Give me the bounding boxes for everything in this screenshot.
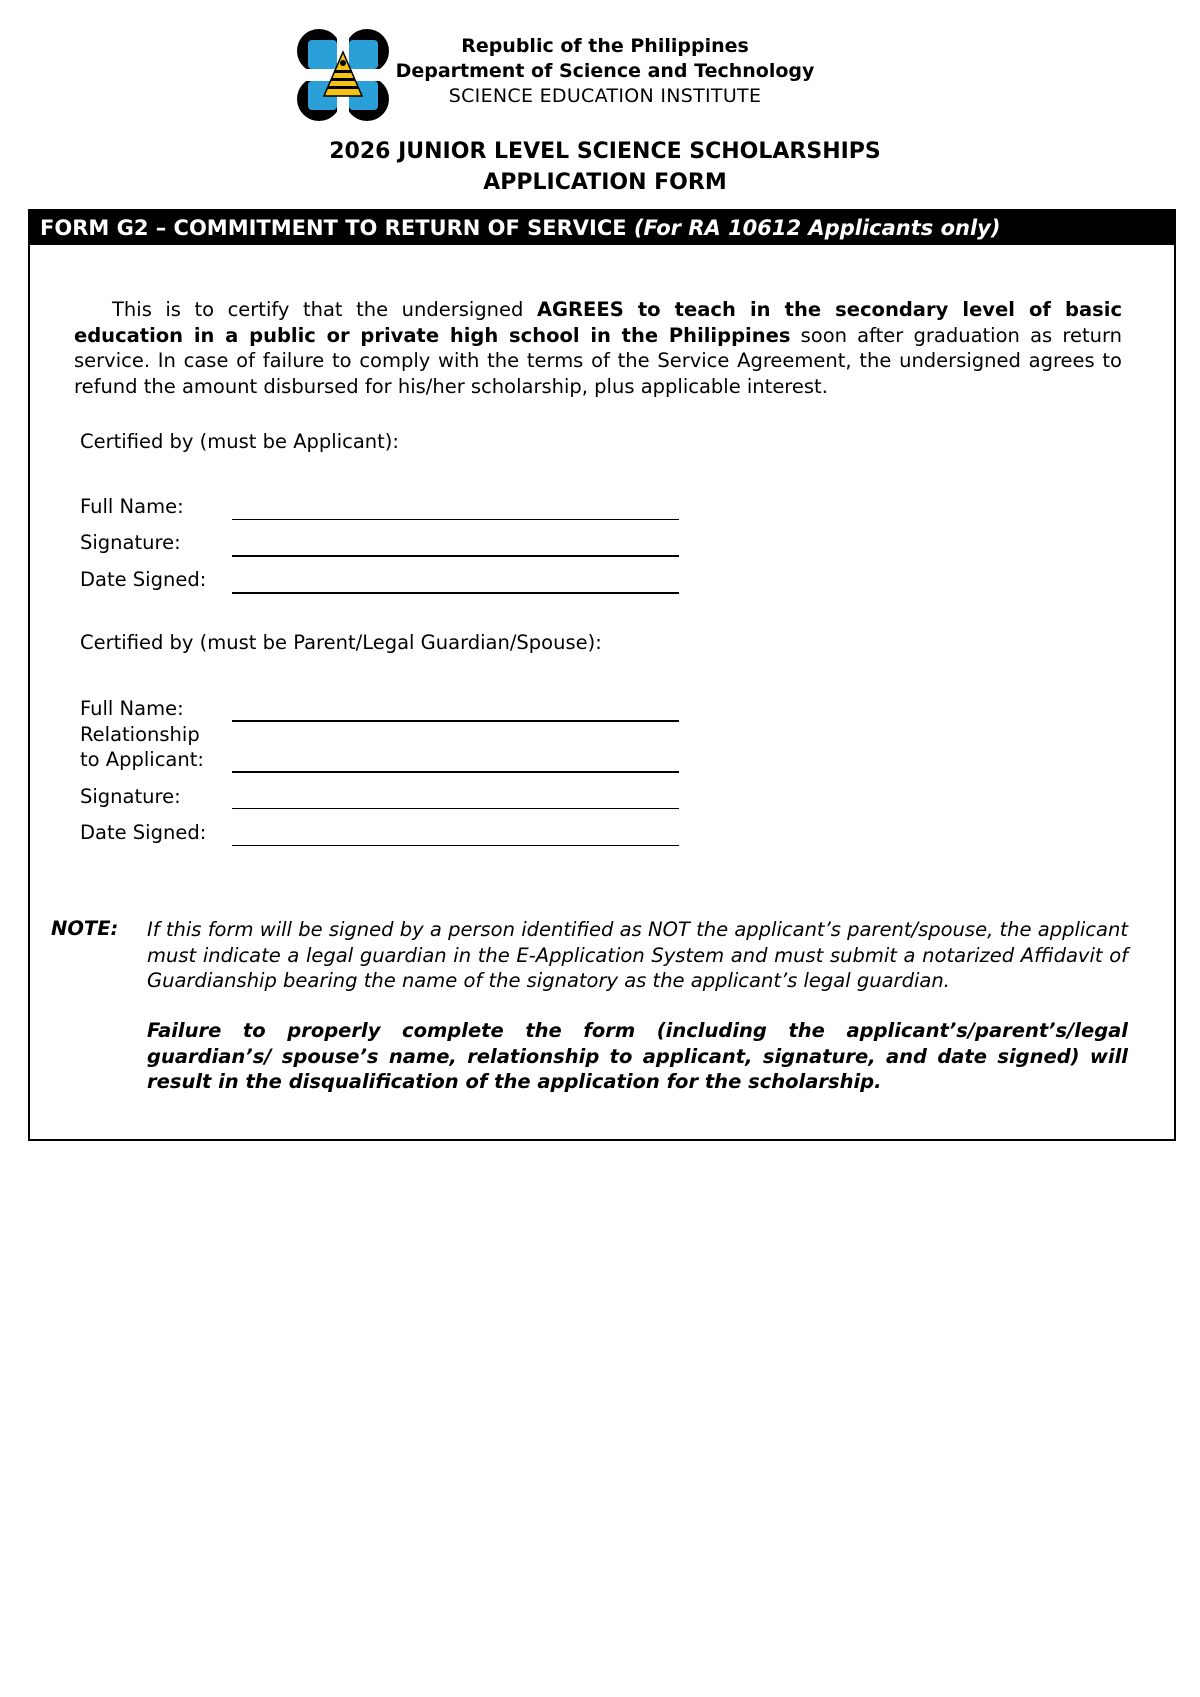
- institute-name: SCIENCE EDUCATION INSTITUTE: [448, 85, 762, 107]
- certification-paragraph: [74, 297, 1122, 399]
- certification-intro: This is to certify that the undersigned: [112, 298, 537, 321]
- guardian-full-name-label: Full Name:: [80, 697, 184, 720]
- guardianship-note: If this form will be signed by a person identified as NOT the applicant’s parent/spouse, the applicant must indicate a legal guardian in the E-Application System and must submit a notarized Affidavit of Guardianship bearing the name of the signatory as the applicant’s legal guardian.: [147, 918, 1128, 992]
- form-heading-bar: [30, 211, 1174, 245]
- guardian-signature-label: Signature:: [80, 785, 181, 808]
- title-line-2: APPLICATION FORM: [483, 170, 727, 195]
- form-code: FORM G2 – COMMITMENT TO RETURN OF SERVICE: [40, 216, 634, 240]
- certification-terms: soon after graduation as return service. In case of failure to comply with the terms of the Service Agreement, the undersigned agrees to refund the amount disbursed for his/her scholarship, plus applicable interest.: [74, 323, 1122, 398]
- applicant-date-signed-field[interactable]: [232, 592, 679, 594]
- form-applicability-note: (For RA 10612 Applicants only): [633, 216, 1001, 240]
- document-title: [0, 136, 1200, 198]
- applicant-section-heading: Certified by (must be Applicant):: [80, 430, 399, 453]
- applicant-full-name-label: Full Name:: [80, 495, 184, 518]
- applicant-signature-label: Signature:: [80, 531, 181, 554]
- sei-seal-logo-icon: [296, 28, 390, 122]
- note-label: NOTE:: [51, 917, 119, 940]
- title-line-1: 2026 JUNIOR LEVEL SCIENCE SCHOLARSHIPS: [329, 139, 881, 164]
- applicant-full-name-field[interactable]: [232, 519, 679, 520]
- guardian-date-signed-field[interactable]: [232, 845, 679, 846]
- disqualification-warning: Failure to properly complete the form (including the applicant’s/parent’s/legal guardian’s/ spouse’s name, relationship to applicant, signature, and date signed) will result in the disqualification of the application for the scholarship.: [147, 1019, 1128, 1093]
- guardian-date-signed-label: Date Signed:: [80, 821, 207, 844]
- applicant-date-signed-label: Date Signed:: [80, 568, 207, 591]
- guardian-relationship-field[interactable]: [232, 771, 679, 773]
- applicant-signature-field[interactable]: [232, 555, 679, 557]
- guardian-relationship-label-line1: Relationship: [80, 723, 200, 746]
- guardian-signature-field[interactable]: [232, 808, 679, 809]
- document-header: [0, 0, 1200, 130]
- certification-commitment: AGREES to teach in the secondary level of basic education in a public or private high school in the Philippines: [74, 298, 1122, 347]
- department-name: Department of Science and Technology: [395, 60, 815, 82]
- country-name: Republic of the Philippines: [461, 35, 749, 57]
- guardian-full-name-field[interactable]: [232, 720, 679, 722]
- guardian-section-heading: Certified by (must be Parent/Legal Guardian/Spouse):: [80, 631, 602, 654]
- organization-block: [390, 34, 820, 109]
- guardian-relationship-label-line2: to Applicant:: [80, 748, 204, 771]
